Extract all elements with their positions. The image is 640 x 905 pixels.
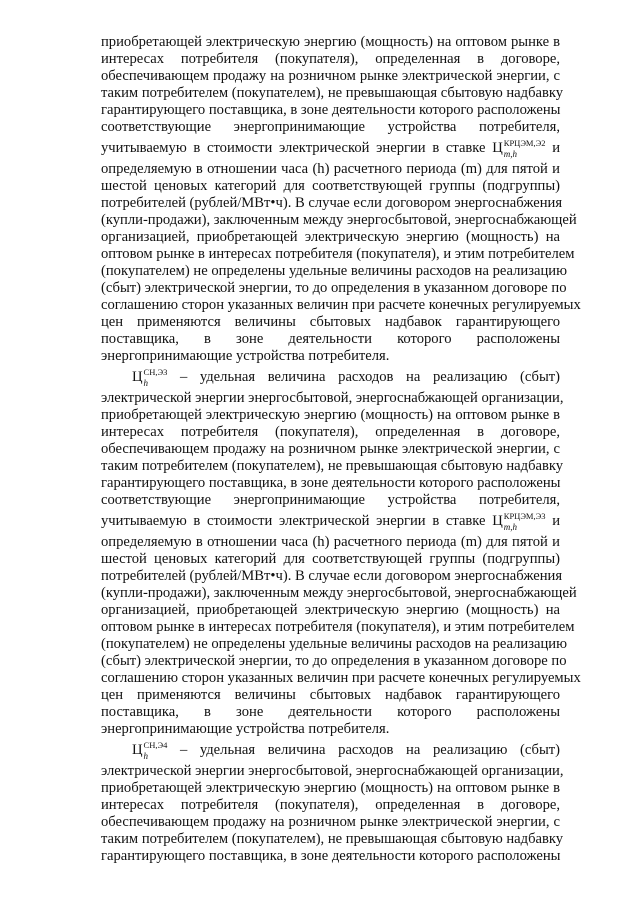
formula-base: Ц xyxy=(492,513,503,530)
text-line: организацией, приобретающей электрическую энергию (мощность) на xyxy=(101,229,560,245)
text-line: обеспечивающем продажу на розничном рынке электрической энергии, с xyxy=(101,814,560,830)
text-line: приобретающей электрическую энергию (мощность) на оптовом рынке в xyxy=(101,407,560,423)
formula-subscript: m,h xyxy=(503,148,518,159)
text-line: соглашению сторон указанных величин при расчете конечных регулируемых xyxy=(101,670,581,686)
formula-superscript: СН,Э4 xyxy=(143,739,168,750)
formula-line xyxy=(101,738,560,763)
text-line: таким потребителем (покупателем), не превышающая сбытовую надбавку xyxy=(101,85,564,101)
formula-line xyxy=(101,136,560,161)
formula-superscript: КРЦЭМ,Э2 xyxy=(503,137,546,148)
text-line: поставщика, в зоне деятельности которого расположены xyxy=(101,704,560,720)
text-line: (покупателем) не определены удельные величины расходов на реализацию xyxy=(101,263,568,279)
formula-base: Ц xyxy=(492,140,503,157)
formula xyxy=(492,509,545,534)
text-line: определяемую в отношении часа (h) расчетного периода (m) для пятой и xyxy=(101,534,560,550)
formula xyxy=(492,136,545,161)
text-line: приобретающей электрическую энергию (мощность) на оптовом рынке в xyxy=(101,780,560,796)
text-line: обеспечивающем продажу на розничном рынке электрической энергии, с xyxy=(101,441,560,457)
paragraph xyxy=(101,738,564,865)
text-line: гарантирующего поставщика, в зоне деятельности которого расположены xyxy=(101,848,561,864)
text-line: соответствующие энергопринимающие устройства потребителя, xyxy=(101,119,560,135)
formula-indices xyxy=(144,367,168,389)
text-line: соглашению сторон указанных величин при расчете конечных регулируемых xyxy=(101,297,581,313)
text-line: шестой ценовых категорий для соответствующей группы (подгруппы) xyxy=(101,178,560,194)
formula-base: Ц xyxy=(132,369,143,386)
text-line: гарантирующего поставщика, в зоне деятельности которого расположены xyxy=(101,475,561,491)
formula-indices xyxy=(144,740,168,762)
formula xyxy=(132,738,167,763)
formula-superscript: КРЦЭМ,Э3 xyxy=(503,510,546,521)
paragraph xyxy=(101,34,581,365)
formula-indices xyxy=(504,138,546,160)
formula-subscript: h xyxy=(143,750,149,761)
text-line: организацией, приобретающей электрическую энергию (мощность) на xyxy=(101,602,560,618)
text-line: оптовом рынке в интересах потребителя (покупателя), и этим потребителем xyxy=(101,619,575,635)
text-line: потребителей (рублей/МВт•ч). В случае если договором энергоснабжения xyxy=(101,568,563,584)
line-text-before: учитываемую в стоимости электрической энергии в ставке xyxy=(101,140,486,156)
document-page xyxy=(101,34,581,865)
formula-subscript: m,h xyxy=(503,521,518,532)
text-line: обеспечивающем продажу на розничном рынке электрической энергии, с xyxy=(101,68,560,84)
line-text-after: – удельная величина расходов на реализацию (сбыт) xyxy=(179,742,560,758)
text-line: цен применяются величины сбытовых надбавок гарантирующего xyxy=(101,314,560,330)
text-line: (сбыт) электрической энергии, то до определения в указанном договоре по xyxy=(101,280,567,296)
formula-line xyxy=(101,365,560,390)
text-line: цен применяются величины сбытовых надбавок гарантирующего xyxy=(101,687,560,703)
text-line: определяемую в отношении часа (h) расчетного периода (m) для пятой и xyxy=(101,161,560,177)
text-line: (покупателем) не определены удельные величины расходов на реализацию xyxy=(101,636,568,652)
text-line: оптовом рынке в интересах потребителя (покупателя), и этим потребителем xyxy=(101,246,575,262)
text-line: таким потребителем (покупателем), не превышающая сбытовую надбавку xyxy=(101,458,564,474)
text-line: шестой ценовых категорий для соответствующей группы (подгруппы) xyxy=(101,551,560,567)
text-line: приобретающей электрическую энергию (мощность) на оптовом рынке в xyxy=(101,34,560,50)
text-line: (купли-продажи), заключенным между энергосбытовой, энергоснабжающей xyxy=(101,585,577,601)
line-text-after: и xyxy=(552,513,560,529)
text-line: потребителей (рублей/МВт•ч). В случае если договором энергоснабжения xyxy=(101,195,563,211)
line-text-before: учитываемую в стоимости электрической энергии в ставке xyxy=(101,513,486,529)
line-text-after: и xyxy=(552,140,560,156)
text-line: (купли-продажи), заключенным между энергосбытовой, энергоснабжающей xyxy=(101,212,577,228)
formula-subscript: h xyxy=(143,377,149,388)
line-text-after: – удельная величина расходов на реализацию (сбыт) xyxy=(179,369,560,385)
formula-superscript: СН,Э3 xyxy=(143,366,168,377)
text-line: энергопринимающие устройства потребителя. xyxy=(101,348,390,364)
formula xyxy=(132,365,167,390)
text-line: (сбыт) электрической энергии, то до определения в указанном договоре по xyxy=(101,653,567,669)
text-line: соответствующие энергопринимающие устройства потребителя, xyxy=(101,492,560,508)
formula-line xyxy=(101,509,560,534)
text-line: интересах потребителя (покупателя), определенная в договоре, xyxy=(101,424,560,440)
text-line: гарантирующего поставщика, в зоне деятельности которого расположены xyxy=(101,102,561,118)
text-line: интересах потребителя (покупателя), определенная в договоре, xyxy=(101,51,560,67)
formula-base: Ц xyxy=(132,742,143,759)
text-line: таким потребителем (покупателем), не превышающая сбытовую надбавку xyxy=(101,831,564,847)
text-line: энергопринимающие устройства потребителя. xyxy=(101,721,390,737)
text-line: интересах потребителя (покупателя), определенная в договоре, xyxy=(101,797,560,813)
text-line: электрической энергии энергосбытовой, энергоснабжающей организации, xyxy=(101,763,564,779)
formula-indices xyxy=(504,511,546,533)
paragraph xyxy=(101,365,581,738)
text-line: электрической энергии энергосбытовой, энергоснабжающей организации, xyxy=(101,390,564,406)
text-line: поставщика, в зоне деятельности которого расположены xyxy=(101,331,560,347)
